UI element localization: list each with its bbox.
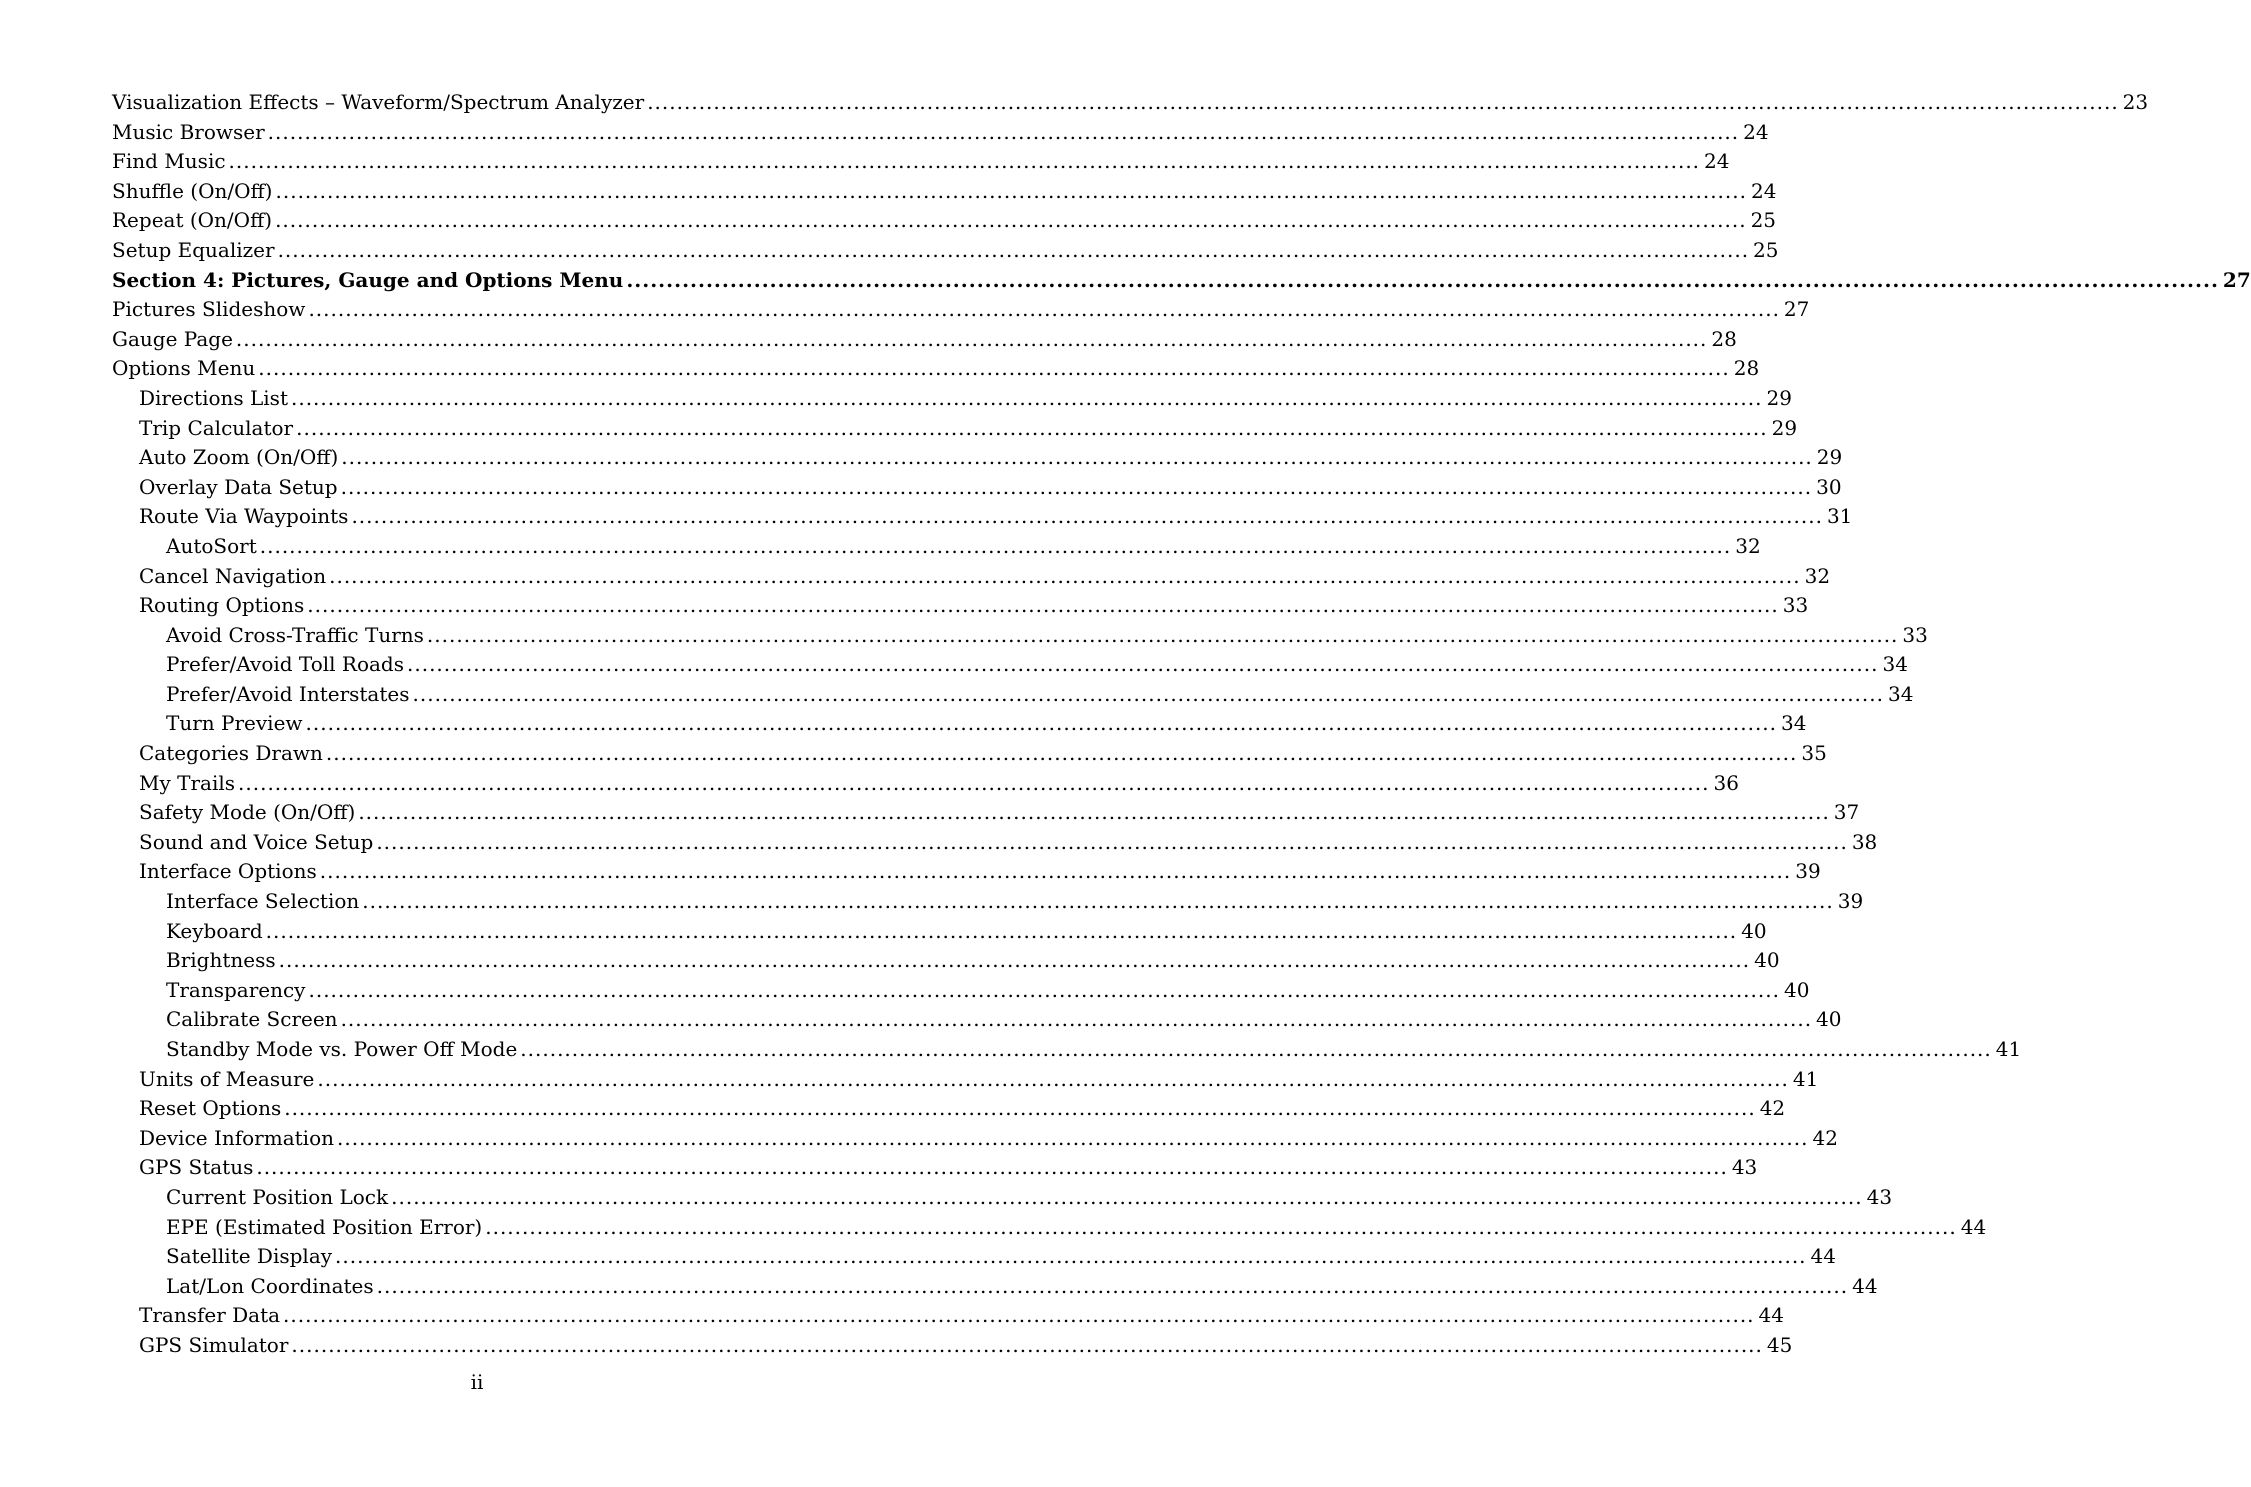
toc-entry-title: Overlay Data Setup xyxy=(139,474,338,499)
dot-leader: ........................................................................................................................................................................................................ xyxy=(351,504,1823,529)
toc-entry-page: 29 xyxy=(1816,445,1843,470)
dot-leader: ........................................................................................................................................................................................................ xyxy=(305,711,1778,736)
dot-leader: ........................................................................................................................................................................................................ xyxy=(296,415,1768,440)
toc-entry xyxy=(112,976,1810,1006)
toc-entry xyxy=(112,828,1878,858)
toc-entry xyxy=(112,1242,1836,1272)
toc-entry xyxy=(112,147,1730,177)
dot-leader: ........................................................................................................................................................................................................ xyxy=(290,385,1763,410)
dot-leader: ........................................................................................................................................................................................................ xyxy=(277,237,1750,262)
dot-leader: ........................................................................................................................................................................................................ xyxy=(284,1096,1756,1121)
toc-entry-page: 40 xyxy=(1816,1007,1842,1032)
toc-entry xyxy=(112,1124,1838,1154)
toc-entry-title: EPE (Estimated Position Error) xyxy=(166,1214,483,1239)
dot-leader: ........................................................................................................................................................................................................ xyxy=(283,1303,1755,1328)
dot-leader: ........................................................................................................................................................................................................ xyxy=(317,1066,1789,1091)
toc-entry xyxy=(112,1331,1793,1361)
toc-entry-page: 28 xyxy=(1733,356,1760,381)
dot-leader: ........................................................................................................................................................................................................ xyxy=(265,918,1738,943)
table-of-contents xyxy=(112,88,2251,1361)
dot-leader: ........................................................................................................................................................................................................ xyxy=(307,593,1779,618)
toc-entry xyxy=(112,650,1908,680)
dot-leader: ........................................................................................................................................................................................................ xyxy=(426,622,1899,647)
toc-entry-page: 39 xyxy=(1795,859,1821,884)
toc-entry-title: Music Browser xyxy=(112,119,265,144)
dot-leader: ........................................................................................................................................................................................................ xyxy=(412,681,1884,706)
dot-leader: ........................................................................................................................................................................................................ xyxy=(335,1244,1807,1269)
toc-entry xyxy=(112,1005,1842,1035)
toc-entry-page: 36 xyxy=(1713,770,1739,795)
toc-entry-title: Calibrate Screen xyxy=(166,1007,338,1032)
toc-entry-title: Transfer Data xyxy=(139,1303,281,1328)
toc-entry-title: Transparency xyxy=(166,977,306,1002)
toc-entry xyxy=(112,709,1807,739)
toc-entry-title: Avoid Cross-Traffic Turns xyxy=(166,622,424,647)
dot-leader: ........................................................................................................................................................................................................ xyxy=(308,297,1780,322)
dot-leader: ........................................................................................................................................................................................................ xyxy=(341,445,1813,470)
toc-entry-page: 44 xyxy=(1758,1303,1784,1328)
toc-entry xyxy=(112,917,1767,947)
toc-entry-title: Find Music xyxy=(112,149,226,174)
toc-entry-page: 44 xyxy=(1810,1244,1836,1269)
toc-entry-page: 29 xyxy=(1771,415,1798,440)
dot-leader: ........................................................................................................................................................................................................ xyxy=(362,889,1834,914)
toc-entry-title: Keyboard xyxy=(166,918,263,943)
toc-entry-page: 34 xyxy=(1781,711,1807,736)
toc-entry-title: My Trails xyxy=(139,770,236,795)
toc-entry-page: 42 xyxy=(1759,1096,1786,1121)
dot-leader: ........................................................................................................................................................................................................ xyxy=(485,1214,1957,1239)
toc-entry-title: Options Menu xyxy=(112,356,256,381)
toc-entry-page: 32 xyxy=(1735,533,1761,558)
dot-leader: ........................................................................................................................................................................................................ xyxy=(391,1184,1863,1209)
toc-entry xyxy=(112,739,1827,769)
toc-entry xyxy=(112,1183,1893,1213)
toc-entry-title: Interface Selection xyxy=(166,889,360,914)
toc-entry-title: Safety Mode (On/Off) xyxy=(139,800,356,825)
dot-leader: ........................................................................................................................................................................................................ xyxy=(647,90,2119,114)
dot-leader: ........................................................................................................................................................................................................ xyxy=(325,741,1798,766)
toc-entry-title: Repeat (On/Off) xyxy=(112,208,273,233)
toc-entry-title: Directions List xyxy=(139,385,288,410)
toc-entry xyxy=(112,562,1831,592)
toc-entry-page: 24 xyxy=(1750,178,1777,203)
toc-entry xyxy=(112,295,1810,325)
dot-leader: ........................................................................................................................................................................................................ xyxy=(407,652,1879,677)
toc-entry-title: Cancel Navigation xyxy=(139,563,327,588)
toc-entry-page: 40 xyxy=(1754,948,1780,973)
toc-entry-page: 42 xyxy=(1812,1125,1838,1150)
dot-leader: ........................................................................................................................................................................................................ xyxy=(275,208,1747,233)
toc-entry-page: 32 xyxy=(1804,563,1831,588)
toc-entry xyxy=(112,443,1843,473)
toc-entry xyxy=(112,88,2149,118)
toc-entry-title: Route Via Waypoints xyxy=(139,504,349,529)
toc-entry xyxy=(112,236,1779,266)
toc-entry-title: Gauge Page xyxy=(112,326,233,351)
toc-entry-title: Standby Mode vs. Power Off Mode xyxy=(166,1037,518,1061)
toc-entry-page: 44 xyxy=(1960,1214,1987,1239)
dot-leader: ........................................................................................................................................................................................................ xyxy=(228,149,1701,174)
toc-entry-title: Pictures Slideshow xyxy=(112,297,306,322)
toc-entry-title: Setup Equalizer xyxy=(112,237,275,262)
toc-entry xyxy=(112,266,2251,296)
toc-entry xyxy=(112,621,1928,651)
toc-entry-page: 29 xyxy=(1766,385,1792,410)
toc-entry-page: 24 xyxy=(1704,149,1730,174)
toc-entry xyxy=(112,1301,1784,1331)
toc-entry xyxy=(112,354,1760,384)
toc-entry-title: GPS Status xyxy=(139,1155,254,1180)
toc-entry-page: 43 xyxy=(1866,1184,1893,1209)
toc-entry-title: Routing Options xyxy=(139,593,305,618)
toc-entry xyxy=(112,1272,1878,1302)
dot-leader: ........................................................................................................................................................................................................ xyxy=(337,1125,1809,1150)
toc-entry-title: Reset Options xyxy=(139,1096,282,1121)
toc-entry-page: 45 xyxy=(1766,1332,1793,1357)
toc-entry xyxy=(112,857,1821,887)
dot-leader: ........................................................................................................................................................................................................ xyxy=(275,178,1747,203)
toc-entry xyxy=(112,177,1777,207)
dot-leader: ........................................................................................................................................................................................................ xyxy=(340,1007,1813,1032)
page-number: ii xyxy=(470,1370,484,1394)
toc-entry xyxy=(112,1035,2022,1065)
toc-entry-page: 28 xyxy=(1711,326,1737,351)
toc-entry xyxy=(112,591,1809,621)
toc-entry-page: 43 xyxy=(1731,1155,1758,1180)
toc-entry-page: 38 xyxy=(1851,829,1878,854)
toc-entry-page: 41 xyxy=(1995,1037,2022,1061)
toc-entry xyxy=(112,325,1737,355)
dot-leader: ........................................................................................................................................................................................................ xyxy=(259,533,1732,558)
dot-leader: ........................................................................................................................................................................................................ xyxy=(278,948,1751,973)
toc-entry-page: 35 xyxy=(1801,741,1827,766)
toc-entry-title: GPS Simulator xyxy=(139,1332,289,1357)
toc-entry-page: 40 xyxy=(1783,977,1810,1002)
toc-entry-title: Categories Drawn xyxy=(139,741,323,766)
dot-leader: ........................................................................................................................................................................................................ xyxy=(308,977,1780,1002)
dot-leader: ........................................................................................................................................................................................................ xyxy=(520,1037,1992,1061)
toc-entry-title: Section 4: Pictures, Gauge and Options Menu xyxy=(112,267,624,292)
toc-entry-title: Satellite Display xyxy=(166,1244,333,1269)
toc-entry-title: Turn Preview xyxy=(166,711,303,736)
toc-entry-title: Prefer/Avoid Interstates xyxy=(166,681,410,706)
dot-leader: ........................................................................................................................................................................................................ xyxy=(626,267,2219,292)
toc-entry xyxy=(112,384,1792,414)
toc-entry-page: 33 xyxy=(1902,622,1928,647)
toc-entry-page: 24 xyxy=(1743,119,1769,144)
toc-entry-title: Trip Calculator xyxy=(139,415,294,440)
toc-entry xyxy=(112,887,1864,917)
toc-entry-title: Prefer/Avoid Toll Roads xyxy=(166,652,404,677)
toc-entry-page: 34 xyxy=(1882,652,1908,677)
dot-leader: ........................................................................................................................................................................................................ xyxy=(340,474,1813,499)
toc-entry-title: Auto Zoom (On/Off) xyxy=(139,445,339,470)
toc-entry xyxy=(112,414,1798,444)
toc-entry xyxy=(112,769,1739,799)
toc-entry xyxy=(112,680,1914,710)
dot-leader: ........................................................................................................................................................................................................ xyxy=(291,1332,1763,1357)
toc-entry xyxy=(112,206,1777,236)
toc-entry-title: Lat/Lon Coordinates xyxy=(166,1273,374,1298)
toc-entry-title: Interface Options xyxy=(139,859,317,884)
toc-entry-page: 27 xyxy=(2222,267,2251,292)
dot-leader: ........................................................................................................................................................................................................ xyxy=(329,563,1801,588)
toc-entry xyxy=(112,532,1761,562)
toc-entry-title: Device Information xyxy=(139,1125,334,1150)
toc-entry xyxy=(112,798,1860,828)
toc-entry-title: Brightness xyxy=(166,948,276,973)
dot-leader: ........................................................................................................................................................................................................ xyxy=(267,119,1740,144)
toc-entry-page: 27 xyxy=(1783,297,1810,322)
toc-entry-title: Current Position Lock xyxy=(166,1184,389,1209)
dot-leader: ........................................................................................................................................................................................................ xyxy=(319,859,1792,884)
dot-leader: ........................................................................................................................................................................................................ xyxy=(258,356,1730,381)
dot-leader: ........................................................................................................................................................................................................ xyxy=(238,770,1710,795)
toc-entry-title: Units of Measure xyxy=(139,1066,315,1091)
dot-leader: ........................................................................................................................................................................................................ xyxy=(358,800,1830,825)
toc-entry-page: 41 xyxy=(1792,1066,1819,1091)
toc-entry-page: 25 xyxy=(1753,237,1779,262)
toc-entry-title: Visualization Effects – Waveform/Spectrum Analyzer xyxy=(112,90,645,114)
toc-entry-page: 25 xyxy=(1750,208,1777,233)
toc-entry-page: 33 xyxy=(1782,593,1809,618)
toc-entry xyxy=(112,946,1780,976)
toc-entry-page: 44 xyxy=(1852,1273,1878,1298)
toc-entry-page: 30 xyxy=(1816,474,1842,499)
toc-entry xyxy=(112,1213,1987,1243)
dot-leader: ........................................................................................................................................................................................................ xyxy=(376,1273,1849,1298)
toc-entry xyxy=(112,118,1769,148)
toc-entry-page: 31 xyxy=(1826,504,1853,529)
toc-entry-title: Shuffle (On/Off) xyxy=(112,178,273,203)
dot-leader: ........................................................................................................................................................................................................ xyxy=(256,1155,1728,1180)
toc-entry xyxy=(112,473,1842,503)
toc-entry-page: 40 xyxy=(1741,918,1767,943)
toc-entry-page: 39 xyxy=(1837,889,1864,914)
dot-leader: ........................................................................................................................................................................................................ xyxy=(235,326,1708,351)
toc-entry xyxy=(112,502,1853,532)
toc-entry xyxy=(112,1153,1758,1183)
toc-entry xyxy=(112,1065,1819,1095)
toc-entry-page: 34 xyxy=(1887,681,1914,706)
toc-entry-page: 23 xyxy=(2122,90,2149,114)
toc-entry-title: Sound and Voice Setup xyxy=(139,829,374,854)
toc-entry-page: 37 xyxy=(1833,800,1860,825)
toc-entry-title: AutoSort xyxy=(166,533,257,558)
dot-leader: ........................................................................................................................................................................................................ xyxy=(376,829,1848,854)
toc-entry xyxy=(112,1094,1786,1124)
